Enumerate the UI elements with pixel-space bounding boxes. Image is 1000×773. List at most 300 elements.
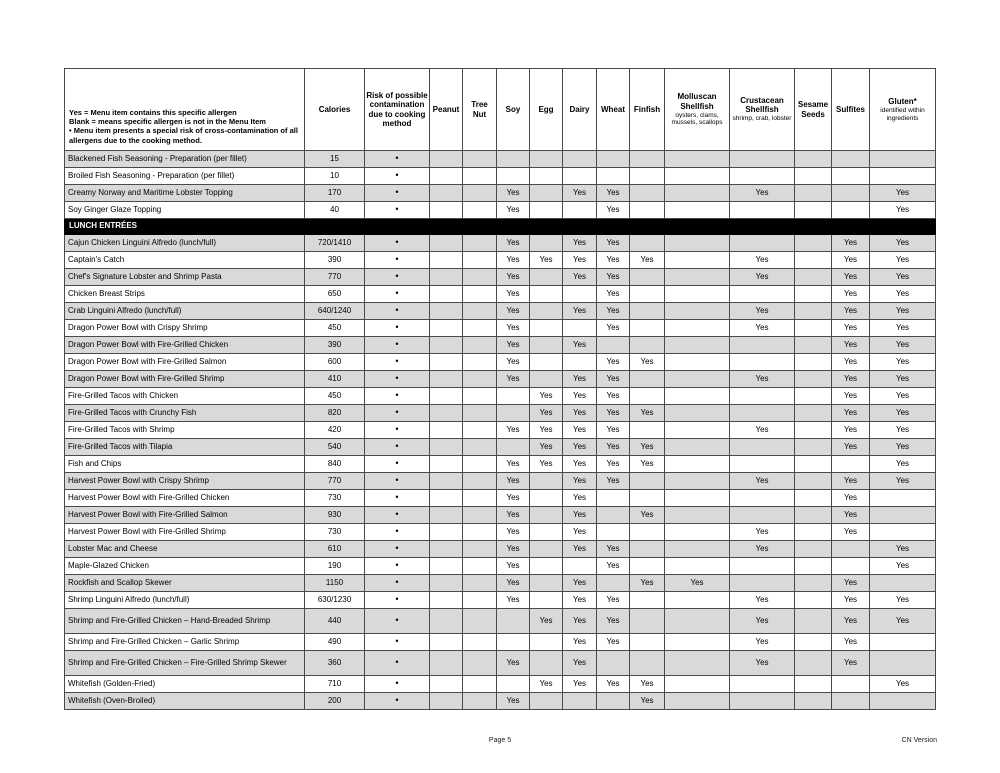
allergen-cell-gluten: Yes (870, 185, 936, 202)
allergen-cell-molluscan (665, 592, 730, 609)
allergen-cell-dairy: Yes (563, 651, 597, 676)
menu-item-name: Dragon Power Bowl with Fire-Grilled Chicken (65, 337, 305, 354)
allergen-cell-finfish (630, 422, 665, 439)
menu-item-row (65, 490, 936, 507)
risk-bullet-cell: • (365, 151, 430, 168)
allergen-cell-soy: Yes (497, 286, 530, 303)
header-row (65, 69, 936, 151)
menu-item-row (65, 303, 936, 320)
allergen-cell-crustacean (730, 507, 795, 524)
risk-bullet-cell: • (365, 541, 430, 558)
allergen-cell-soy: Yes (497, 303, 530, 320)
allergen-cell-gluten (870, 168, 936, 185)
allergen-cell-egg: Yes (530, 676, 563, 693)
allergen-cell-gluten (870, 490, 936, 507)
allergen-cell-tree_nut (463, 490, 497, 507)
allergen-cell-peanut (430, 558, 463, 575)
allergen-cell-tree_nut (463, 286, 497, 303)
allergen-guide-sheet (64, 68, 936, 710)
allergen-cell-gluten: Yes (870, 235, 936, 252)
allergen-cell-wheat: Yes (597, 609, 630, 634)
menu-item-row (65, 337, 936, 354)
allergen-cell-soy: Yes (497, 524, 530, 541)
allergen-cell-dairy: Yes (563, 609, 597, 634)
allergen-cell-peanut (430, 651, 463, 676)
allergen-cell-molluscan (665, 507, 730, 524)
allergen-cell-egg: Yes (530, 439, 563, 456)
calories-cell: 1150 (305, 575, 365, 592)
allergen-cell-finfish (630, 651, 665, 676)
risk-bullet-cell: • (365, 507, 430, 524)
allergen-cell-sesame (795, 558, 832, 575)
menu-item-name: Captain's Catch (65, 252, 305, 269)
menu-item-row (65, 286, 936, 303)
allergen-cell-molluscan (665, 473, 730, 490)
allergen-cell-molluscan (665, 320, 730, 337)
allergen-cell-soy: Yes (497, 473, 530, 490)
menu-item-row (65, 168, 936, 185)
calories-cell: 40 (305, 202, 365, 219)
risk-bullet-cell: • (365, 303, 430, 320)
allergen-cell-molluscan (665, 422, 730, 439)
risk-bullet-cell: • (365, 354, 430, 371)
allergen-cell-finfish (630, 388, 665, 405)
calories-cell: 10 (305, 168, 365, 185)
allergen-cell-sesame (795, 541, 832, 558)
gluten-sublabel: identified within ingredients (880, 107, 925, 122)
allergen-cell-sulfites: Yes (832, 490, 870, 507)
allergen-cell-dairy: Yes (563, 422, 597, 439)
allergen-cell-tree_nut (463, 592, 497, 609)
allergen-cell-wheat: Yes (597, 371, 630, 388)
allergen-cell-dairy (563, 151, 597, 168)
allergen-cell-tree_nut (463, 303, 497, 320)
allergen-cell-gluten: Yes (870, 286, 936, 303)
allergen-cell-soy: Yes (497, 371, 530, 388)
allergen-cell-tree_nut (463, 337, 497, 354)
allergen-cell-gluten (870, 575, 936, 592)
col-header-risk: Risk of possible contamination due to cooking method (365, 69, 430, 151)
allergen-cell-soy: Yes (497, 320, 530, 337)
calories-cell: 390 (305, 337, 365, 354)
allergen-cell-sulfites: Yes (832, 269, 870, 286)
allergen-cell-tree_nut (463, 439, 497, 456)
risk-bullet-cell: • (365, 371, 430, 388)
allergen-cell-sesame (795, 609, 832, 634)
crustacean-sublabel: shrimp, crab, lobster (732, 115, 792, 123)
col-header-soy: Soy (497, 69, 530, 151)
allergen-cell-peanut (430, 456, 463, 473)
allergen-cell-dairy: Yes (563, 634, 597, 651)
allergen-cell-gluten: Yes (870, 439, 936, 456)
allergen-cell-peanut (430, 235, 463, 252)
allergen-cell-gluten: Yes (870, 269, 936, 286)
allergen-cell-wheat: Yes (597, 185, 630, 202)
allergen-cell-dairy (563, 286, 597, 303)
allergen-cell-crustacean (730, 337, 795, 354)
allergen-cell-peanut (430, 388, 463, 405)
allergen-cell-dairy: Yes (563, 337, 597, 354)
allergen-cell-egg (530, 575, 563, 592)
allergen-cell-crustacean: Yes (730, 473, 795, 490)
allergen-cell-gluten (870, 651, 936, 676)
col-header-sesame: Sesame Seeds (795, 69, 832, 151)
calories-cell: 360 (305, 651, 365, 676)
allergen-cell-crustacean (730, 388, 795, 405)
allergen-cell-egg (530, 634, 563, 651)
allergen-cell-sulfites (832, 676, 870, 693)
allergen-cell-egg: Yes (530, 609, 563, 634)
allergen-cell-sesame (795, 337, 832, 354)
allergen-cell-egg (530, 320, 563, 337)
allergen-cell-molluscan (665, 371, 730, 388)
menu-item-row (65, 151, 936, 168)
allergen-cell-tree_nut (463, 354, 497, 371)
allergen-cell-gluten (870, 507, 936, 524)
menu-item-row (65, 405, 936, 422)
allergen-cell-sesame (795, 473, 832, 490)
allergen-cell-dairy: Yes (563, 371, 597, 388)
calories-cell: 440 (305, 609, 365, 634)
allergen-cell-egg (530, 185, 563, 202)
allergen-cell-soy (497, 676, 530, 693)
allergen-cell-gluten: Yes (870, 541, 936, 558)
risk-bullet-cell: • (365, 651, 430, 676)
allergen-cell-peanut (430, 507, 463, 524)
allergen-cell-crustacean (730, 693, 795, 710)
menu-item-row (65, 354, 936, 371)
allergen-cell-sesame (795, 405, 832, 422)
menu-item-name: Shrimp and Fire-Grilled Chicken – Fire-Grilled Shrimp Skewer (65, 651, 305, 676)
risk-bullet-cell: • (365, 286, 430, 303)
allergen-cell-dairy (563, 354, 597, 371)
menu-item-name: Maple-Glazed Chicken (65, 558, 305, 575)
allergen-cell-dairy: Yes (563, 490, 597, 507)
molluscan-label: Molluscan Shellfish (677, 92, 717, 111)
allergen-cell-molluscan (665, 456, 730, 473)
allergen-cell-molluscan (665, 252, 730, 269)
allergen-cell-gluten: Yes (870, 405, 936, 422)
allergen-cell-dairy (563, 320, 597, 337)
allergen-table (64, 68, 936, 710)
crustacean-label: Crustacean Shellfish (740, 96, 784, 115)
calories-cell: 610 (305, 541, 365, 558)
risk-bullet-cell: • (365, 456, 430, 473)
allergen-cell-crustacean (730, 575, 795, 592)
allergen-cell-peanut (430, 592, 463, 609)
allergen-cell-wheat: Yes (597, 592, 630, 609)
calories-cell: 820 (305, 405, 365, 422)
allergen-cell-egg (530, 168, 563, 185)
allergen-cell-sesame (795, 252, 832, 269)
risk-bullet-cell: • (365, 405, 430, 422)
allergen-cell-egg (530, 286, 563, 303)
allergen-cell-sesame (795, 507, 832, 524)
allergen-cell-dairy: Yes (563, 269, 597, 286)
allergen-cell-tree_nut (463, 151, 497, 168)
allergen-cell-sesame (795, 490, 832, 507)
col-header-dairy: Dairy (563, 69, 597, 151)
risk-bullet-cell: • (365, 388, 430, 405)
menu-item-name: Cajun Chicken Linguini Alfredo (lunch/full) (65, 235, 305, 252)
menu-item-row (65, 651, 936, 676)
allergen-cell-finfish (630, 151, 665, 168)
col-header-egg: Egg (530, 69, 563, 151)
menu-item-row (65, 609, 936, 634)
risk-bullet-cell: • (365, 439, 430, 456)
section-header-label: LUNCH ENTRÉES (65, 219, 936, 235)
menu-item-row (65, 456, 936, 473)
allergen-cell-wheat (597, 490, 630, 507)
risk-bullet-cell: • (365, 490, 430, 507)
allergen-cell-egg (530, 541, 563, 558)
section-row (65, 219, 936, 235)
allergen-cell-crustacean: Yes (730, 185, 795, 202)
allergen-cell-wheat: Yes (597, 235, 630, 252)
allergen-cell-molluscan (665, 439, 730, 456)
allergen-cell-sulfites (832, 151, 870, 168)
allergen-cell-crustacean: Yes (730, 269, 795, 286)
allergen-cell-finfish: Yes (630, 676, 665, 693)
allergen-cell-egg (530, 337, 563, 354)
menu-item-row (65, 235, 936, 252)
calories-cell: 770 (305, 473, 365, 490)
menu-item-row (65, 541, 936, 558)
allergen-cell-sesame (795, 286, 832, 303)
risk-bullet-cell: • (365, 235, 430, 252)
allergen-cell-sulfites: Yes (832, 524, 870, 541)
allergen-cell-finfish (630, 541, 665, 558)
menu-item-name: Dragon Power Bowl with Crispy Shrimp (65, 320, 305, 337)
allergen-cell-crustacean (730, 558, 795, 575)
calories-cell: 540 (305, 439, 365, 456)
menu-item-name: Harvest Power Bowl with Crispy Shrimp (65, 473, 305, 490)
menu-item-row (65, 371, 936, 388)
allergen-cell-peanut (430, 609, 463, 634)
allergen-cell-egg (530, 354, 563, 371)
allergen-cell-soy: Yes (497, 575, 530, 592)
allergen-cell-sulfites: Yes (832, 651, 870, 676)
allergen-cell-crustacean: Yes (730, 371, 795, 388)
menu-item-name: Whitefish (Oven-Broiled) (65, 693, 305, 710)
allergen-cell-dairy: Yes (563, 185, 597, 202)
allergen-cell-sulfites: Yes (832, 422, 870, 439)
menu-item-row (65, 439, 936, 456)
risk-bullet-cell: • (365, 558, 430, 575)
allergen-cell-crustacean: Yes (730, 524, 795, 541)
allergen-cell-peanut (430, 405, 463, 422)
allergen-cell-egg (530, 371, 563, 388)
allergen-cell-soy: Yes (497, 456, 530, 473)
allergen-cell-finfish (630, 337, 665, 354)
calories-cell: 720/1410 (305, 235, 365, 252)
menu-item-row (65, 473, 936, 490)
allergen-cell-tree_nut (463, 609, 497, 634)
allergen-cell-tree_nut (463, 558, 497, 575)
risk-bullet-cell: • (365, 252, 430, 269)
allergen-cell-egg: Yes (530, 405, 563, 422)
allergen-cell-finfish (630, 286, 665, 303)
allergen-cell-peanut (430, 524, 463, 541)
menu-item-name: Rockfish and Scallop Skewer (65, 575, 305, 592)
allergen-cell-soy: Yes (497, 337, 530, 354)
allergen-cell-soy (497, 388, 530, 405)
allergen-cell-wheat: Yes (597, 422, 630, 439)
col-header-wheat: Wheat (597, 69, 630, 151)
allergen-cell-wheat: Yes (597, 473, 630, 490)
allergen-cell-wheat: Yes (597, 541, 630, 558)
allergen-cell-crustacean (730, 490, 795, 507)
allergen-cell-tree_nut (463, 320, 497, 337)
allergen-cell-soy: Yes (497, 651, 530, 676)
col-header-peanut: Peanut (430, 69, 463, 151)
risk-bullet-cell: • (365, 185, 430, 202)
allergen-cell-peanut (430, 185, 463, 202)
allergen-cell-tree_nut (463, 388, 497, 405)
menu-item-name: Fish and Chips (65, 456, 305, 473)
allergen-cell-egg (530, 151, 563, 168)
risk-bullet-cell: • (365, 422, 430, 439)
allergen-cell-crustacean (730, 235, 795, 252)
allergen-cell-soy (497, 405, 530, 422)
allergen-cell-soy (497, 439, 530, 456)
menu-item-row (65, 558, 936, 575)
allergen-cell-sulfites: Yes (832, 405, 870, 422)
allergen-cell-molluscan (665, 168, 730, 185)
allergen-cell-peanut (430, 371, 463, 388)
allergen-cell-wheat: Yes (597, 634, 630, 651)
allergen-cell-gluten: Yes (870, 473, 936, 490)
allergen-cell-wheat: Yes (597, 303, 630, 320)
menu-item-row (65, 185, 936, 202)
allergen-cell-sesame (795, 422, 832, 439)
allergen-cell-crustacean (730, 405, 795, 422)
allergen-cell-gluten: Yes (870, 303, 936, 320)
allergen-cell-tree_nut (463, 168, 497, 185)
allergen-cell-egg: Yes (530, 388, 563, 405)
allergen-cell-sesame (795, 456, 832, 473)
risk-bullet-cell: • (365, 676, 430, 693)
allergen-cell-sulfites (832, 541, 870, 558)
allergen-cell-wheat (597, 693, 630, 710)
legend-line-yes: Yes = Menu item contains this specific allergen (69, 107, 237, 117)
allergen-cell-gluten (870, 524, 936, 541)
allergen-cell-sulfites (832, 558, 870, 575)
allergen-cell-finfish: Yes (630, 405, 665, 422)
allergen-cell-gluten: Yes (870, 371, 936, 388)
allergen-table-body (65, 151, 936, 710)
allergen-cell-sesame (795, 185, 832, 202)
menu-item-name: Broiled Fish Seasoning - Preparation (per fillet) (65, 168, 305, 185)
allergen-cell-crustacean: Yes (730, 541, 795, 558)
allergen-cell-finfish (630, 168, 665, 185)
menu-item-name: Soy Ginger Glaze Topping (65, 202, 305, 219)
col-header-sulfites: Sulfites (832, 69, 870, 151)
allergen-cell-egg: Yes (530, 456, 563, 473)
menu-item-row (65, 320, 936, 337)
allergen-cell-wheat (597, 168, 630, 185)
menu-item-name: Lobster Mac and Cheese (65, 541, 305, 558)
allergen-cell-wheat (597, 524, 630, 541)
allergen-cell-finfish (630, 609, 665, 634)
allergen-cell-gluten: Yes (870, 354, 936, 371)
risk-bullet-cell: • (365, 634, 430, 651)
allergen-cell-peanut (430, 337, 463, 354)
menu-item-name: Creamy Norway and Maritime Lobster Topping (65, 185, 305, 202)
allergen-cell-dairy (563, 202, 597, 219)
page-number: Page 5 (488, 737, 512, 744)
menu-item-name: Fire-Grilled Tacos with Shrimp (65, 422, 305, 439)
allergen-cell-wheat: Yes (597, 286, 630, 303)
allergen-cell-wheat (597, 651, 630, 676)
allergen-cell-peanut (430, 286, 463, 303)
menu-item-row (65, 202, 936, 219)
menu-item-row (65, 524, 936, 541)
menu-item-row (65, 676, 936, 693)
allergen-cell-peanut (430, 473, 463, 490)
menu-item-name: Fire-Grilled Tacos with Chicken (65, 388, 305, 405)
allergen-cell-finfish: Yes (630, 354, 665, 371)
allergen-cell-gluten (870, 693, 936, 710)
allergen-cell-crustacean: Yes (730, 634, 795, 651)
allergen-cell-egg (530, 524, 563, 541)
allergen-cell-wheat: Yes (597, 456, 630, 473)
allergen-cell-egg (530, 303, 563, 320)
allergen-cell-peanut (430, 575, 463, 592)
legend-line-bullet: • Menu item presents a special risk of cross-contamination of all allergens due to the cooking method. (69, 126, 298, 145)
allergen-cell-wheat (597, 151, 630, 168)
allergen-cell-soy: Yes (497, 490, 530, 507)
allergen-cell-dairy: Yes (563, 405, 597, 422)
allergen-cell-wheat: Yes (597, 252, 630, 269)
allergen-cell-gluten: Yes (870, 558, 936, 575)
allergen-cell-sulfites (832, 168, 870, 185)
allergen-cell-finfish (630, 235, 665, 252)
allergen-cell-peanut (430, 269, 463, 286)
allergen-cell-egg (530, 269, 563, 286)
allergen-cell-finfish (630, 524, 665, 541)
menu-item-name: Chicken Breast Strips (65, 286, 305, 303)
allergen-cell-sesame (795, 354, 832, 371)
menu-item-name: Whitefish (Golden-Fried) (65, 676, 305, 693)
calories-cell: 200 (305, 693, 365, 710)
allergen-cell-tree_nut (463, 693, 497, 710)
allergen-cell-wheat: Yes (597, 269, 630, 286)
allergen-cell-gluten: Yes (870, 252, 936, 269)
allergen-cell-gluten: Yes (870, 422, 936, 439)
menu-item-name: Dragon Power Bowl with Fire-Grilled Shrimp (65, 371, 305, 388)
allergen-cell-molluscan (665, 337, 730, 354)
allergen-cell-finfish (630, 592, 665, 609)
allergen-cell-egg (530, 473, 563, 490)
allergen-cell-crustacean: Yes (730, 651, 795, 676)
risk-bullet-cell: • (365, 337, 430, 354)
allergen-cell-molluscan (665, 151, 730, 168)
allergen-cell-dairy: Yes (563, 676, 597, 693)
calories-cell: 650 (305, 286, 365, 303)
allergen-cell-peanut (430, 252, 463, 269)
allergen-cell-tree_nut (463, 524, 497, 541)
allergen-cell-finfish: Yes (630, 575, 665, 592)
allergen-cell-dairy: Yes (563, 524, 597, 541)
calories-cell: 490 (305, 634, 365, 651)
calories-cell: 840 (305, 456, 365, 473)
calories-cell: 630/1230 (305, 592, 365, 609)
allergen-cell-gluten: Yes (870, 202, 936, 219)
menu-item-name: Harvest Power Bowl with Fire-Grilled Salmon (65, 507, 305, 524)
allergen-cell-sulfites: Yes (832, 634, 870, 651)
legend-line-blank: Blank = means specific allergen is not in the Menu Item (69, 116, 266, 126)
